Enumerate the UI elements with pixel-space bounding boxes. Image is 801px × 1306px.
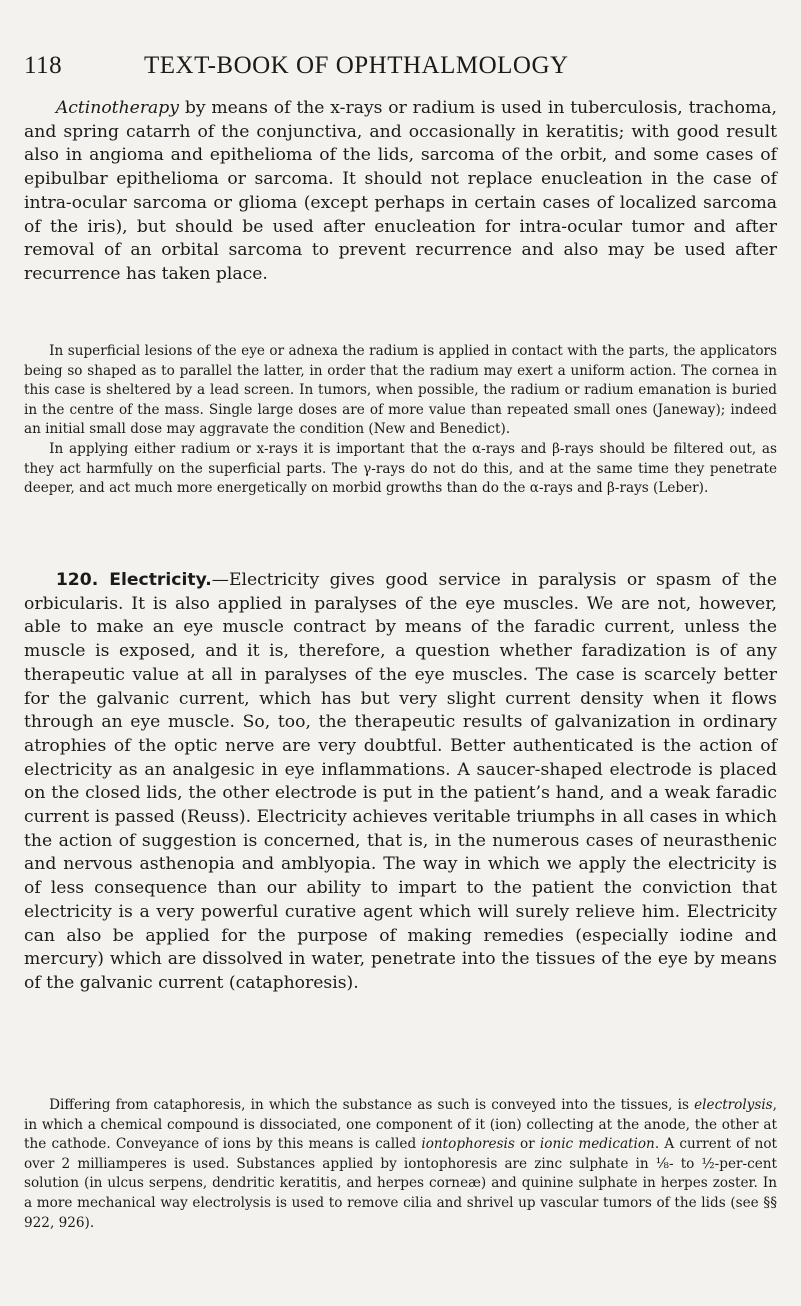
electrolysis-note-block [24,1096,777,1233]
actinotherapy-term: Actinotherapy [55,98,179,118]
electricity-section [24,569,777,996]
page-number: 118 [24,52,63,79]
electrolysis-term: electrolysis [694,1097,773,1113]
radium-note-paragraph-2: In applying either radium or x-rays it is important that the α-rays and β-rays should be filtered out, as they act harmfully on the superficial parts. The γ-rays do not do this, and at the same time they penetrate deeper, and act much more energetically on morbid growths than do the α-rays and β-rays (Leber). [24,440,777,497]
ionic-medication-term: ionic medication [539,1136,655,1153]
electrolysis-note [24,1096,777,1233]
actinotherapy-paragraph [24,97,777,287]
actinotherapy-text: by means of the x-rays or radium is used in tuberculosis, trachoma, and spring catarrh of the conjunctiva, and occasionally in keratitis; with good result also in angioma and epithelioma of the lids, sarcoma of the orbit, and some cases of epibulbar epithelioma or sarcoma. It should not replace enucleation in the case of intra-ocular sarcoma or glioma (except perhaps in certain cases of localized sarcoma of the iris), but should be used after enucleation for intra-ocular tumor and after removal of an orbital sarcoma to prevent recurrence and also may be used after recurrence has taken place. [24,98,777,284]
electricity-text: —Electricity gives good service in paralysis or spasm of the orbicularis. It is also applied in paralyses of the eye muscles. We are not, however, able to make an eye muscle contract by means of the faradic current, unless the muscle is exposed, and it is, therefore, a question whether faradization is of any therapeutic value at all in paralyses of the eye muscles. The case is scarcely better for the galvanic current, which has but very slight current density when it flows through an eye muscle. So, too, the therapeutic results of galvanization in ordinary atrophies of the optic nerve are very doubtful. Better authenticated is the action of electricity as an analgesic in eye inflammations. A saucer-shaped electrode is placed on the closed lids, the other electrode is put in the patient’s hand, and a weak faradic current is passed (Reuss). Electricity achieves veritable triumphs in all cases in which the action of suggestion is concerned, that is, in the numerous cases of neurasthenic and nervous asthenopia and amblyopia. The way in which we apply the electricity is of less consequence than our ability to impart to the patient the conviction that electricity is a very powerful curative agent which will surely relieve him. Electricity can also be applied for the purpose of making remedies (especially iodine and mercury) which are dissolved in water, penetrate into the tissues of the eye by means of the galvanic current (cataphoresis). [24,570,778,993]
radium-note-paragraph-1: In superficial lesions of the eye or adnexa the radium is applied in contact with the parts, the applicators being so shaped as to parallel the latter, in order that the radium may exert a uniform action. The cornea in this case is sheltered by a lead screen. In tumors, when possible, the radium or radium emanation is buried in the centre of the mass. Single large doses are of more value than repeated small ones (Janeway); indeed an initial small dose may aggravate the condition (New and Benedict). [24,343,777,438]
section-heading: 120. Electricity. [55,570,212,590]
radium-note-block [24,342,777,499]
iontophoresis-term: iontophoresis [421,1136,515,1153]
running-header [24,52,777,86]
note-text-1: Differing from cataphoresis, in which the substance as such is conveyed into the tissues, is [49,1097,695,1113]
electricity-paragraph [24,569,777,996]
running-title: TEXT-BOOK OF OPHTHALMOLOGY [144,52,569,79]
note-text-4: . A current of not over 2 milliamperes is used. Substances applied by iontophoresis are zinc sulphate in ⅛- to ½-per-cent solution (in ulcus serpens, dendritic keratitis, and herpes corneæ) and quinine sulphate in herpes zoster. In a more mechanical way electrolysis is used to remove cilia and shrivel up vascular tumors of the lids (see §§ 922, 926). [24,1136,778,1231]
actinotherapy-paragraph-block [24,97,777,287]
note-text-3: or [514,1136,540,1153]
note-text-2: , in which a chemical compound is dissociated, one component of it (ion) collecting at the anode, the other at the cathode. Conveyance of ions by this means is called [24,1097,777,1153]
